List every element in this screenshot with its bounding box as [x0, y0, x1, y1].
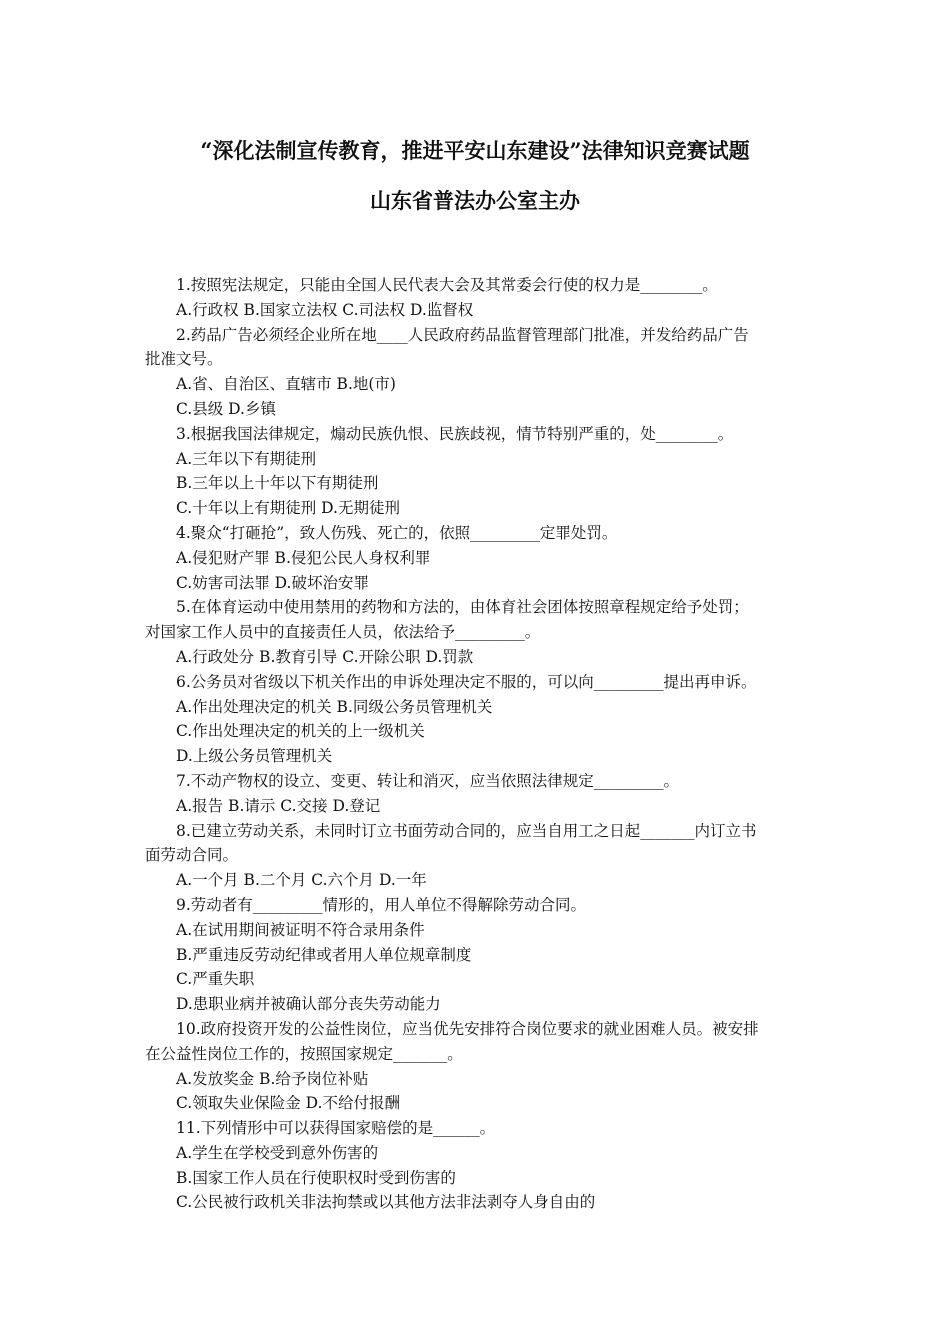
text-line: A.侵犯财产罪 B.侵犯公民人身权利罪 [176, 548, 431, 567]
text-line: 在公益性岗位工作的，按照国家规定_______。 [145, 1044, 463, 1063]
text-line: A.三年以下有期徒刑 [176, 449, 317, 468]
text-line: C.县级 D.乡镇 [176, 399, 276, 418]
text-line: C.严重失职 [176, 970, 255, 989]
text-line: 对国家工作人员中的直接责任人员，依法给予_________。 [145, 623, 541, 642]
text-line: C.作出处理决定的机关的上一级机关 [176, 722, 425, 741]
text-line: 6.公务员对省级以下机关作出的申诉处理决定不服的，可以向_________提出再申诉。 [176, 672, 757, 691]
text-line: A.省、自治区、直辖市 B.地(市) [176, 375, 396, 394]
text-line: 9.劳动者有_________情形的，用人单位不得解除劳动合同。 [176, 895, 587, 914]
text-line: 面劳动合同。 [145, 846, 239, 865]
text-line: A.行政处分 B.教育引导 C.开除公职 D.罚款 [176, 647, 474, 666]
text-line: 批准文号。 [145, 350, 223, 369]
text-line: C.领取失业保险金 D.不给付报酬 [176, 1094, 400, 1113]
text-line: A.行政权 B.国家立法权 C.司法权 D.监督权 [176, 300, 474, 319]
text-line: A.发放奖金 B.给予岗位补贴 [176, 1069, 369, 1088]
text-line: C.十年以上有期徒刑 D.无期徒刑 [176, 499, 400, 518]
text-line: 8.已建立劳动关系，未同时订立书面劳动合同的，应当自用工之日起_______内订立书 [176, 821, 757, 840]
question-list [145, 273, 810, 1215]
text-line: D.患职业病并被确认部分丧失劳动能力 [176, 995, 441, 1014]
document-title: “深化法制宣传教育，推进平安山东建设”法律知识竞赛试题 [200, 138, 750, 163]
text-line: 4.聚众“打砸抢”，致人伤残、死亡的，依照_________定罪处罚。 [176, 523, 618, 542]
text-line: 11.下列情形中可以获得国家赔偿的是______。 [176, 1119, 496, 1138]
text-line: 7.不动产物权的设立、变更、转让和消灭，应当依照法律规定_________。 [176, 771, 680, 790]
text-line: B.国家工作人员在行使职权时受到伤害的 [176, 1168, 456, 1187]
text-line: 2.药品广告必须经企业所在地____人民政府药品监督管理部门批准，并发给药品广告 [176, 325, 749, 344]
text-line: 5.在体育运动中使用禁用的药物和方法的，由体育社会团体按照章程规定给予处罚； [176, 598, 749, 617]
document-subtitle: 山东省普法办公室主办 [370, 188, 580, 213]
text-line: A.学生在学校受到意外伤害的 [176, 1143, 379, 1162]
text-line: A.一个月 B.二个月 C.六个月 D.一年 [176, 871, 427, 890]
text-line: B.三年以上十年以下有期徒刑 [176, 474, 379, 493]
text-line: 10.政府投资开发的公益性岗位，应当优先安排符合岗位要求的就业困难人员。被安排 [176, 1019, 759, 1038]
text-line: C.妨害司法罪 D.破坏治安罪 [176, 573, 369, 592]
text-line: 1.按照宪法规定，只能由全国人民代表大会及其常委会行使的权力是________。 [176, 276, 718, 294]
text-line: A.作出处理决定的机关 B.同级公务员管理机关 [176, 697, 493, 716]
text-line: A.在试用期间被证明不符合录用条件 [176, 920, 425, 939]
text-line: 3.根据我国法律规定，煽动民族仇恨、民族歧视，情节特别严重的，处________。 [176, 424, 734, 443]
text-line: D.上级公务员管理机关 [176, 747, 333, 766]
text-line: A.报告 B.请示 C.交接 D.登记 [176, 796, 381, 815]
text-line: B.严重违反劳动纪律或者用人单位规章制度 [176, 945, 472, 964]
text-line: C.公民被行政机关非法拘禁或以其他方法非法剥夺人身自由的 [176, 1193, 596, 1212]
